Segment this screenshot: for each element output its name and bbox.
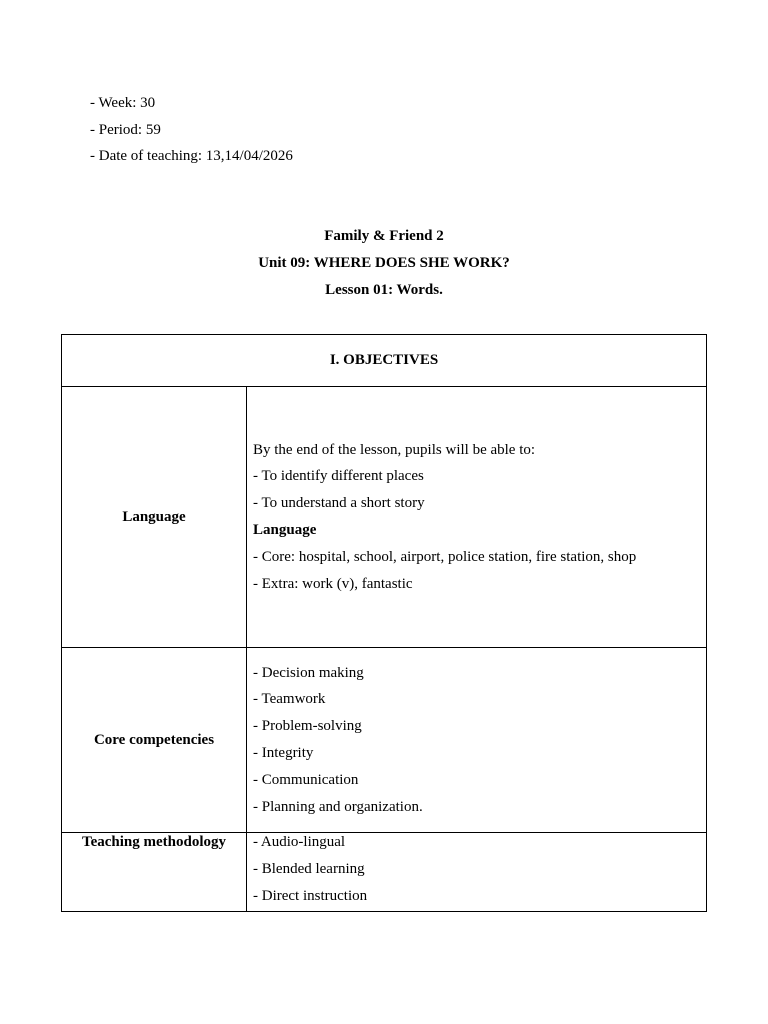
list-item: - Teamwork <box>253 691 326 708</box>
table-row <box>62 648 707 833</box>
core-competencies-content <box>247 648 707 833</box>
core-competencies-label: Core competencies <box>62 648 247 833</box>
list-item: - To understand a short story <box>253 495 425 512</box>
date-line: - Date of teaching: 13,14/04/2026 <box>90 148 293 164</box>
objectives-table <box>61 334 707 912</box>
teaching-methodology-content <box>247 833 707 912</box>
period-line: - Period: 59 <box>90 121 161 138</box>
language-label: Language <box>62 387 247 648</box>
lesson-meta <box>90 90 293 170</box>
list-item: - To identify different places <box>253 468 424 485</box>
list-item: - Blended learning <box>253 860 365 877</box>
list-item: - Decision making <box>253 664 364 681</box>
language-content <box>247 387 707 648</box>
language-subheading: Language <box>253 522 317 538</box>
list-item: - Integrity <box>253 745 314 761</box>
list-item: - Audio-lingual <box>253 834 346 850</box>
teaching-methodology-label: Teaching methodology <box>62 833 247 912</box>
course-title: Family & Friend 2 <box>324 228 444 244</box>
list-item: - Planning and organization. <box>253 798 423 815</box>
table-row <box>62 387 707 648</box>
list-item: By the end of the lesson, pupils will be able to: <box>253 441 536 458</box>
objectives-header: I. OBJECTIVES <box>62 335 707 387</box>
document-titles <box>0 223 768 304</box>
list-item: - Direct instruction <box>253 887 368 904</box>
table-row <box>62 833 707 912</box>
list-item: - Extra: work (v), fantastic <box>253 575 413 592</box>
list-item: - Problem-solving <box>253 718 362 735</box>
week-line: - Week: 30 <box>90 95 156 111</box>
list-item: - Communication <box>253 771 359 788</box>
lesson-title: Lesson 01: Words. <box>325 282 443 298</box>
unit-title: Unit 09: WHERE DOES SHE WORK? <box>258 255 510 271</box>
list-item: - Core: hospital, school, airport, police station, fire station, shop <box>253 548 637 565</box>
